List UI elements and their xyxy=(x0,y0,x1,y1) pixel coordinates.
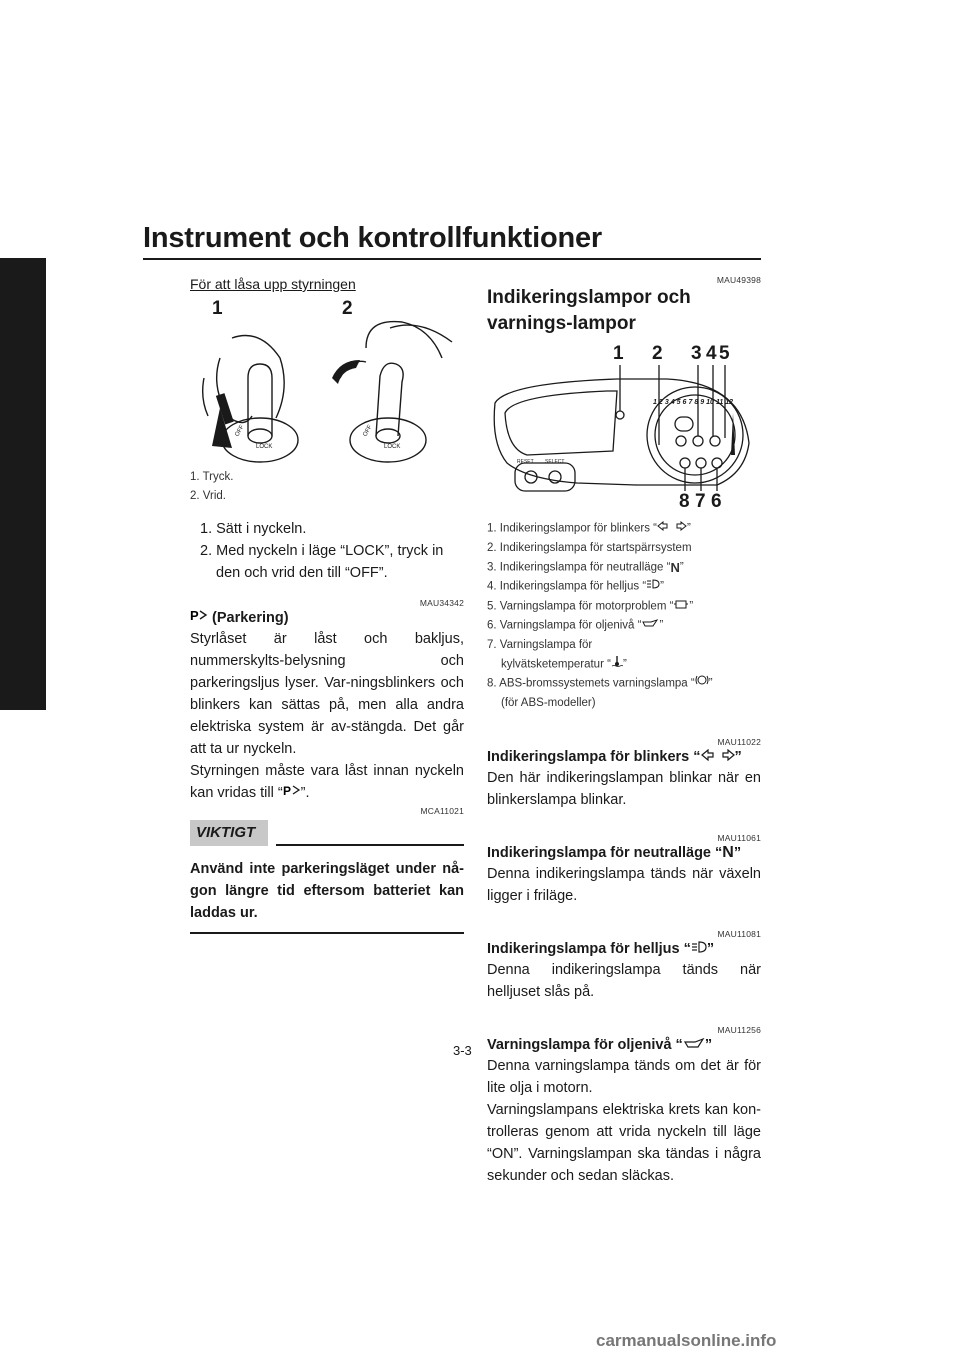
turn-signal-icon xyxy=(701,747,735,767)
step-1: 1. Sätt i nyckeln. xyxy=(200,521,307,537)
gauge-number: 3 xyxy=(664,399,669,406)
page-title: Instrument och kontrollfunktioner xyxy=(143,222,603,254)
instrument-cluster-illustration xyxy=(487,343,761,515)
cluster-figure xyxy=(487,343,761,515)
cluster-label-6: 6 xyxy=(711,491,722,512)
left-column xyxy=(190,270,464,934)
legend-item-5: 5. Varningslampa för motorproblem “ ” xyxy=(487,597,761,617)
gauge-number: 10 xyxy=(706,399,714,406)
viktigt-bottom-rule xyxy=(190,932,464,934)
gauge-number: 4 xyxy=(670,399,675,406)
high-beam-icon xyxy=(646,577,660,596)
cluster-label-2: 2 xyxy=(652,343,663,364)
unlock-heading: För att låsa upp styrningen xyxy=(190,276,356,292)
cluster-label-1: 1 xyxy=(613,343,624,364)
parking-body-2 xyxy=(190,760,464,804)
fig-lock-text-right: LOCK xyxy=(384,444,401,450)
gauge-number: 12 xyxy=(725,399,734,406)
engine-icon xyxy=(673,597,689,616)
gauge-numbers xyxy=(653,399,737,406)
legend-item-6: 6. Varningslampa för oljenivå “ ” xyxy=(487,616,761,636)
abs-icon xyxy=(695,674,709,693)
section-2-code: MAU11061 xyxy=(717,832,761,843)
step-2: 2. Med nyckeln i läge “LOCK”, tryck in den och vrid den till “OFF”. xyxy=(200,543,444,581)
main-heading: Indikeringslampor och varnings-lampor xyxy=(487,287,691,334)
viktigt-text: Använd inte parkeringsläget under nå-gon längre tid eftersom batteriet kan laddas ur. xyxy=(190,861,464,922)
parking-body-2-pre: Styrningen måste vara låst innan nyckeln kan vridas till “ xyxy=(190,763,464,802)
parking-code: MAU34342 xyxy=(419,598,464,608)
cluster-label-3: 3 xyxy=(691,343,702,364)
reset-button-label: RESET xyxy=(517,459,534,465)
oil-can-icon xyxy=(641,616,659,635)
section-1-heading: Indikeringslampa för blinkers “ ” xyxy=(487,747,761,767)
legend-item-8b: (för ABS-modeller) xyxy=(501,696,596,709)
viktigt-label: VIKTIGT xyxy=(190,820,268,846)
cluster-label-4: 4 xyxy=(706,343,717,364)
select-button-label: SELECT xyxy=(545,459,565,465)
section-3-body: Denna indikeringslampa tänds när helljuset slås på. xyxy=(487,962,761,1001)
section-3-code: MAU11081 xyxy=(717,929,761,940)
steps-list xyxy=(190,518,464,584)
section-4-body: Denna varningslampa tänds om det är för lite olja i motorn. xyxy=(487,1058,761,1097)
svg-text:P: P xyxy=(190,608,199,623)
section-2-heading: Indikeringslampa för neutralläge “N” xyxy=(487,844,742,862)
section-4-code: MAU11256 xyxy=(717,1025,761,1036)
gauge-number: 11 xyxy=(715,399,724,406)
parking-icon-inline xyxy=(283,782,301,804)
arrow-rotate-icon xyxy=(332,360,360,384)
section-2-body: Denna indikeringslampa tänds när växeln ligger i friläge. xyxy=(487,866,761,905)
section-1-code: MAU11022 xyxy=(717,736,761,747)
neutral-icon: N xyxy=(670,559,680,575)
high-beam-icon xyxy=(691,939,707,959)
section-4-body-2: Varningslampans elektriska krets kan kon-trolleras genom att vrida nyckeln till läge “ON”. Varningslampan ska tändas i några sekunder och sedan släckas. xyxy=(487,1102,761,1185)
viktigt-rule xyxy=(276,844,464,846)
legend-item-4: 4. Indikeringslampa för helljus “ ” xyxy=(487,577,761,597)
section-1-body: Den här indikeringslampan blinkar när en blinkerslampa blinkar. xyxy=(487,769,761,808)
chapter-tab xyxy=(0,258,46,710)
viktigt-box xyxy=(190,820,464,852)
section-3-heading: Indikeringslampa för helljus “ ” xyxy=(487,939,761,959)
watermark: carmanualsonline.info xyxy=(596,1331,777,1350)
fig-captions xyxy=(190,468,464,506)
gauge-number: 7 xyxy=(688,399,693,406)
page-number: 3-3 xyxy=(453,1043,472,1058)
fig-label-2: 2 xyxy=(342,298,353,319)
parking-body-2-post: ”. xyxy=(300,785,310,802)
fig-off-text-right: OFF xyxy=(362,424,374,438)
gauge-number: 5 xyxy=(676,399,681,406)
section-4-heading: Varningslampa för oljenivå “ ” xyxy=(487,1035,761,1055)
cluster-label-5: 5 xyxy=(719,343,730,364)
parking-body: Styrlåset är låst och bakljus, nummerskylts-belysning och parkeringsljus lyser. Var-ningsblinkers och blinkers kan sättas på, men alla andra elektriska system är av-stängda. Det går att ta ur nyckeln. xyxy=(190,631,464,758)
gauge-number: 1 xyxy=(653,399,657,406)
parking-heading: (Parkering) xyxy=(212,610,289,626)
gauge-number: 8 xyxy=(694,399,699,406)
cluster-label-7: 7 xyxy=(695,491,706,512)
coolant-temp-icon xyxy=(611,655,623,674)
viktigt-code: MCA11021 xyxy=(420,806,464,817)
cluster-label-8: 8 xyxy=(679,491,690,512)
legend-item-2: 2. Indikeringslampa för startspärrsystem xyxy=(487,541,692,554)
chapter-number: 3 xyxy=(10,437,20,456)
key-illustration xyxy=(190,298,464,468)
main-code: MAU49398 xyxy=(716,275,761,285)
turn-signal-icon xyxy=(657,519,687,538)
parking-icon xyxy=(190,608,208,628)
gauge-number: 2 xyxy=(658,399,663,406)
right-column xyxy=(487,270,761,1187)
legend-item-7b: kylvätsketemperatur “ ” xyxy=(487,655,761,675)
svg-text:P: P xyxy=(282,784,291,798)
gauge-number: 9 xyxy=(700,399,705,406)
fig-lock-text-left: LOCK xyxy=(256,444,273,450)
title-rule xyxy=(143,258,761,260)
caption-1: 1. Tryck. xyxy=(190,471,234,483)
neutral-icon: N xyxy=(722,844,734,862)
caption-2: 2. Vrid. xyxy=(190,490,227,502)
cluster-legend xyxy=(487,519,761,713)
legend-item-7: 7. Varningslampa för xyxy=(487,638,593,651)
oil-can-icon xyxy=(683,1035,705,1055)
fig-label-1: 1 xyxy=(212,298,223,319)
parking-heading-row xyxy=(190,608,464,628)
legend-item-8: 8. ABS-bromssystemets varningslampa “ ” xyxy=(487,674,761,694)
legend-item-3: 3. Indikeringslampa för neutralläge “N” xyxy=(487,559,684,575)
key-figure xyxy=(190,298,464,468)
fig-off-text-left: OFF xyxy=(234,424,246,438)
gauge-number: 6 xyxy=(682,399,687,406)
legend-item-1: 1. Indikeringslampor för blinkers “ ” xyxy=(487,519,761,539)
